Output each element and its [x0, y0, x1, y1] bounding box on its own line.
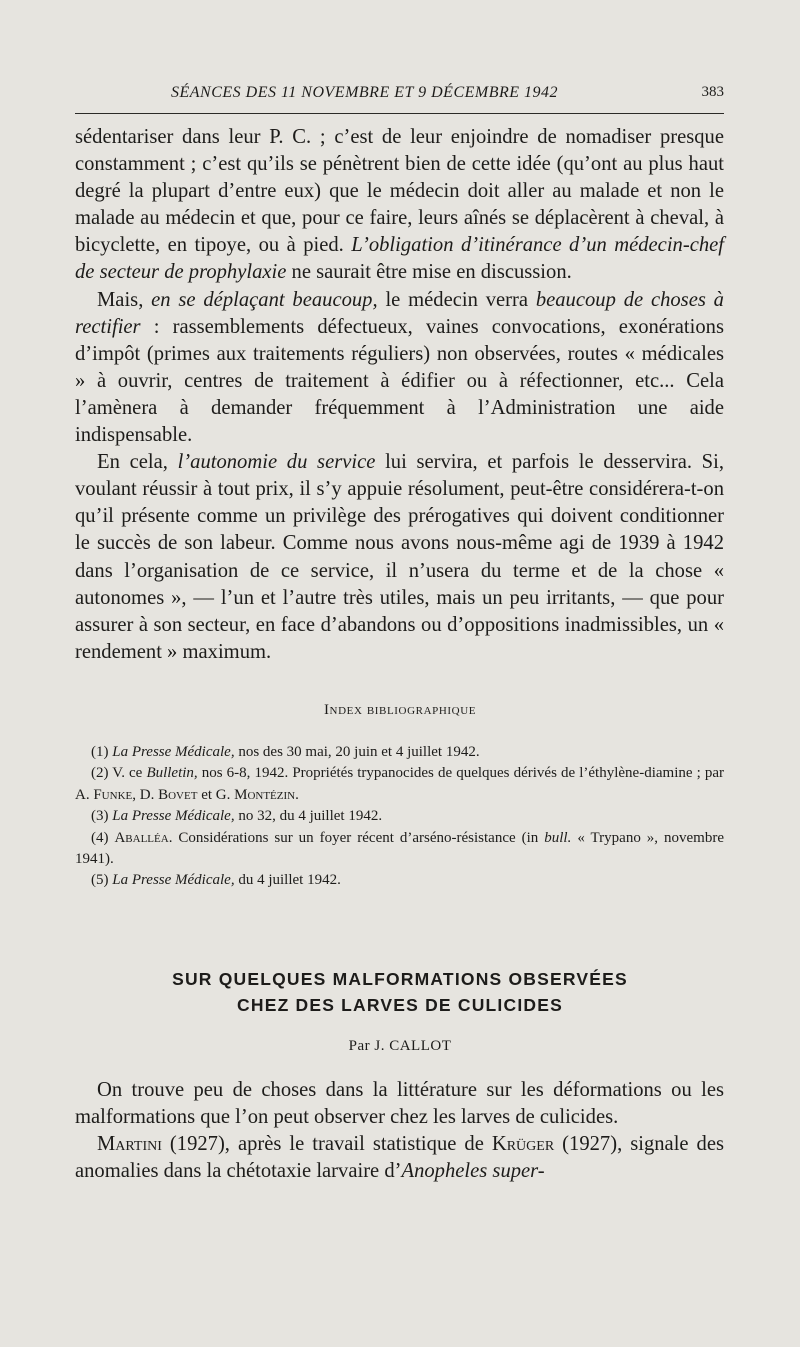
article-title-line: SUR QUELQUES MALFORMATIONS OBSERVÉES: [172, 969, 628, 989]
emphasis-text: l’autonomie du service: [177, 451, 376, 474]
text-span: lui servira, et parfois le desservira. Si, voulant réussir à tout prix, il s’y appuie résolument, peut-être considérera-t-on qu’il présente comme un privilège des prérogatives qui doivent conditionner le succès de son labeur. Comme nous avons nous-même agi de 1939 à 1942 dans l’organisation de ce service, il n’usera du terme et de la chose « autonomes », — l’un et l’autre très utiles, mais un peu irritants, — que pour assurer à son secteur, en face d’abandons ou d’oppositions inadmissibles, un « rendement » maximum.: [75, 451, 724, 663]
reference-item: [75, 742, 724, 763]
ref-text: . Considérations sur un foyer récent d’arséno-résistance (in: [168, 829, 545, 846]
text-span: sédentariser dans leur P. C. ; c’est de leur enjoindre de nomadiser presque constamment ; c’est qu’ils se pénètrent bien de cette idée (qu’ont au plus haut degré la plupart d’entre eux) que le médecin doit aller au malade et non le malade au médecin et que, pour ce faire, leurs aînés se déplacèrent à cheval, à bicyclette, en tipoye, ou à pied.: [75, 126, 724, 257]
text-span: ne saurait être mise en discussion.: [286, 261, 572, 284]
header-rule: [75, 113, 724, 114]
ref-text: , D.: [132, 786, 159, 803]
ref-number: (1): [91, 744, 113, 760]
text-span: Mais,: [97, 288, 152, 311]
text-span: (1927), signale des anomalies dans la chétotaxie larvaire d’: [75, 1133, 725, 1183]
article-title: [0, 966, 800, 1018]
ref-number: (2) V. ce: [91, 765, 147, 782]
emphasis-text: Anopheles super-: [401, 1160, 545, 1183]
continued-text: [75, 124, 724, 666]
reference-item: [75, 870, 724, 891]
reference-list: [75, 742, 724, 892]
emphasis-text: en se déplaçant beaucoup,: [151, 288, 378, 311]
reference-item: [75, 763, 724, 806]
running-title: SÉANCES DES 11 NOVEMBRE ET 9 DÉCEMBRE 1942: [171, 84, 559, 101]
ref-author: Bovet: [158, 786, 198, 803]
author-name: Krüger: [491, 1133, 555, 1156]
ref-text: nos des 30 mai, 20 juin et 4 juillet 1942.: [234, 744, 480, 760]
paragraph: [75, 1131, 724, 1185]
ref-text: .: [295, 786, 299, 803]
emphasis-text: beaucoup de choses à rectifier: [75, 288, 724, 338]
ref-author: Aballéa: [114, 829, 169, 846]
emphasis-text: L’obligation d’itinérance d’un médecin-chef de secteur de prophylaxie: [75, 234, 724, 284]
running-header: [75, 84, 724, 108]
article-title-line: CHEZ DES LARVES DE CULICIDES: [237, 995, 563, 1015]
ref-number: (5): [91, 872, 113, 889]
reference-item: [75, 828, 724, 871]
ref-text: nos 6-8, 1942. Propriétés trypanocides de quelques dérivés de l’éthylène-diamine ; par A.: [75, 765, 724, 803]
text-span: En cela,: [97, 451, 178, 474]
text-span: : rassemblements défectueux, vaines convocations, exonérations d’impôt (primes aux traitements réguliers) non observées, routes « médicales » à ouvrir, centres de traitement à édifier ou à réfectionner, etc... Cela l’amènera à demander fréquemment à l’Administration une aide indispensable.: [75, 315, 724, 447]
ref-journal: Bulletin,: [146, 765, 198, 782]
ref-number: (3): [91, 808, 113, 825]
ref-text: et G.: [197, 786, 235, 803]
text-span: le médecin verra: [377, 288, 536, 311]
ref-author: Montézin: [234, 786, 296, 803]
ref-journal: La Presse Médicale,: [112, 872, 235, 889]
reference-item: [75, 806, 724, 827]
ref-text: no 32, du 4 juillet 1942.: [234, 808, 383, 825]
paragraph: [75, 287, 724, 450]
ref-text: « Trypano », novembre 1941).: [75, 829, 724, 868]
ref-number: (4): [91, 829, 115, 846]
page-number: 383: [701, 84, 724, 100]
ref-text: du 4 juillet 1942.: [234, 872, 341, 889]
ref-journal: La Presse Médicale,: [112, 808, 235, 825]
index-heading: Index bibliographique: [323, 702, 477, 718]
text-span: (1927), après le travail statistique de: [161, 1133, 492, 1156]
article-body: [75, 1077, 724, 1185]
ref-author: Funke: [93, 786, 133, 803]
paragraph: On trouve peu de choses dans la littérature sur les déformations ou les malformations que l’on peut observer chez les larves de culicides.: [75, 1079, 724, 1129]
paragraph: [75, 449, 724, 666]
ref-journal: La Presse Médicale,: [112, 744, 235, 760]
paragraph: [75, 124, 724, 287]
ref-journal: bull.: [544, 829, 572, 846]
article-byline: Par J. CALLOT: [348, 1038, 452, 1054]
author-name: Martini: [97, 1133, 162, 1156]
